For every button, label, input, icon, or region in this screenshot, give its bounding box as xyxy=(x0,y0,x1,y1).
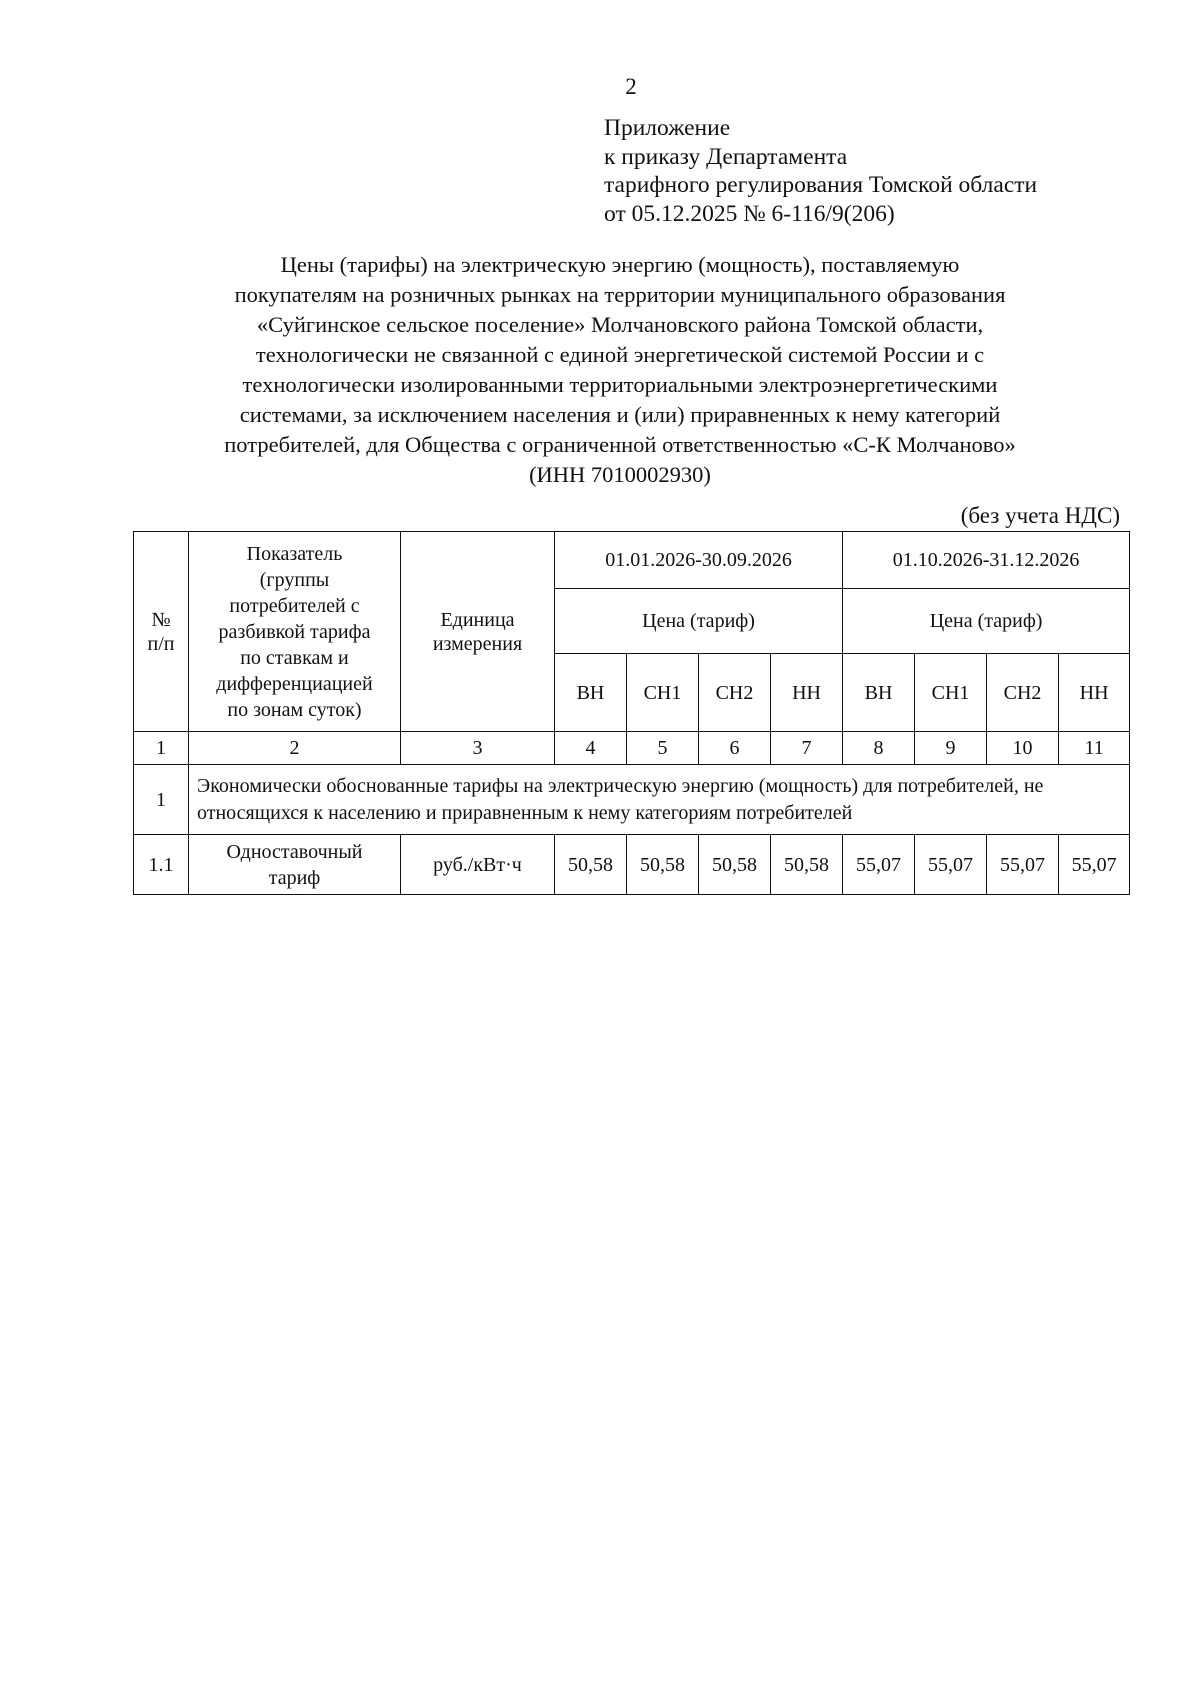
header-level: СН2 xyxy=(699,654,771,732)
header-level: СН2 xyxy=(987,654,1059,732)
page-number: 2 xyxy=(625,74,637,99)
title-line: Цены (тарифы) на электрическую энергию (мощность), поставляемую xyxy=(280,252,960,277)
section-number: 1 xyxy=(134,765,189,835)
row-unit: руб./кВт·ч xyxy=(401,835,555,895)
tariff-value: 55,07 xyxy=(1059,835,1130,895)
header-level: ВН xyxy=(843,654,915,732)
column-number: 1 xyxy=(134,732,189,765)
vat-note: (без учета НДС) xyxy=(960,503,1120,528)
title-line: покупателям на розничных рынках на территории муниципального образования xyxy=(234,282,1006,307)
header-period-2: 01.10.2026-31.12.2026 xyxy=(843,532,1130,589)
tariff-table xyxy=(133,531,1130,895)
column-number: 2 xyxy=(189,732,401,765)
column-number: 3 xyxy=(401,732,555,765)
header-level: ВН xyxy=(555,654,627,732)
header-unit: Единица измерения xyxy=(401,532,555,732)
title-line: системами, за исключением населения и (или) приравненных к нему категорий xyxy=(239,402,1001,427)
column-number: 11 xyxy=(1059,732,1130,765)
column-number: 4 xyxy=(555,732,627,765)
header-level: СН1 xyxy=(915,654,987,732)
header-price-1: Цена (тариф) xyxy=(555,589,843,654)
header-price-2: Цена (тариф) xyxy=(843,589,1130,654)
tariff-value: 50,58 xyxy=(627,835,699,895)
header-no: № п/п xyxy=(134,532,189,732)
column-number: 5 xyxy=(627,732,699,765)
header-indicator: Показатель (группы потребителей с разбивкой тарифа по ставкам и дифференциацией по зонам суток) xyxy=(189,532,401,732)
title-line: потребителей, для Общества с ограниченной ответственностью «С-К Молчаново» xyxy=(224,432,1016,457)
header-period-1: 01.01.2026-30.09.2026 xyxy=(555,532,843,589)
header-level: НН xyxy=(1059,654,1130,732)
title-line: технологически не связанной с единой энергетической системой России и с xyxy=(255,342,985,367)
column-number: 6 xyxy=(699,732,771,765)
column-number: 9 xyxy=(915,732,987,765)
table-section-row xyxy=(134,765,1130,835)
row-indicator: Одноставочный тариф xyxy=(189,835,401,895)
title-line: (ИНН 7010002930) xyxy=(529,462,711,487)
appendix-line: Приложение xyxy=(604,115,731,141)
section-text: Экономически обоснованные тарифы на электрическую энергию (мощность) для потребителей, не относящихся к населению и приравненным к нему категориям потребителей xyxy=(189,765,1130,835)
row-number: 1.1 xyxy=(134,835,189,895)
tariff-value: 55,07 xyxy=(987,835,1059,895)
header-level: СН1 xyxy=(627,654,699,732)
column-number: 10 xyxy=(987,732,1059,765)
tariff-value: 55,07 xyxy=(843,835,915,895)
table-row xyxy=(134,835,1130,895)
title-line: «Суйгинское сельское поселение» Молчановского района Томской области, xyxy=(256,312,984,337)
column-number: 7 xyxy=(771,732,843,765)
appendix-line: тарифного регулирования Томской области xyxy=(604,172,1038,198)
title-line: технологически изолированными территориальными электроэнергетическими xyxy=(242,372,998,397)
tariff-value: 50,58 xyxy=(555,835,627,895)
appendix-line: от 05.12.2025 № 6-116/9(206) xyxy=(604,200,895,227)
tariff-value: 55,07 xyxy=(915,835,987,895)
header-level: НН xyxy=(771,654,843,732)
column-number: 8 xyxy=(843,732,915,765)
tariff-value: 50,58 xyxy=(699,835,771,895)
appendix-block xyxy=(604,114,1037,228)
tariff-value: 50,58 xyxy=(771,835,843,895)
appendix-line: к приказу Департамента xyxy=(604,143,848,170)
document-title xyxy=(140,250,1100,490)
